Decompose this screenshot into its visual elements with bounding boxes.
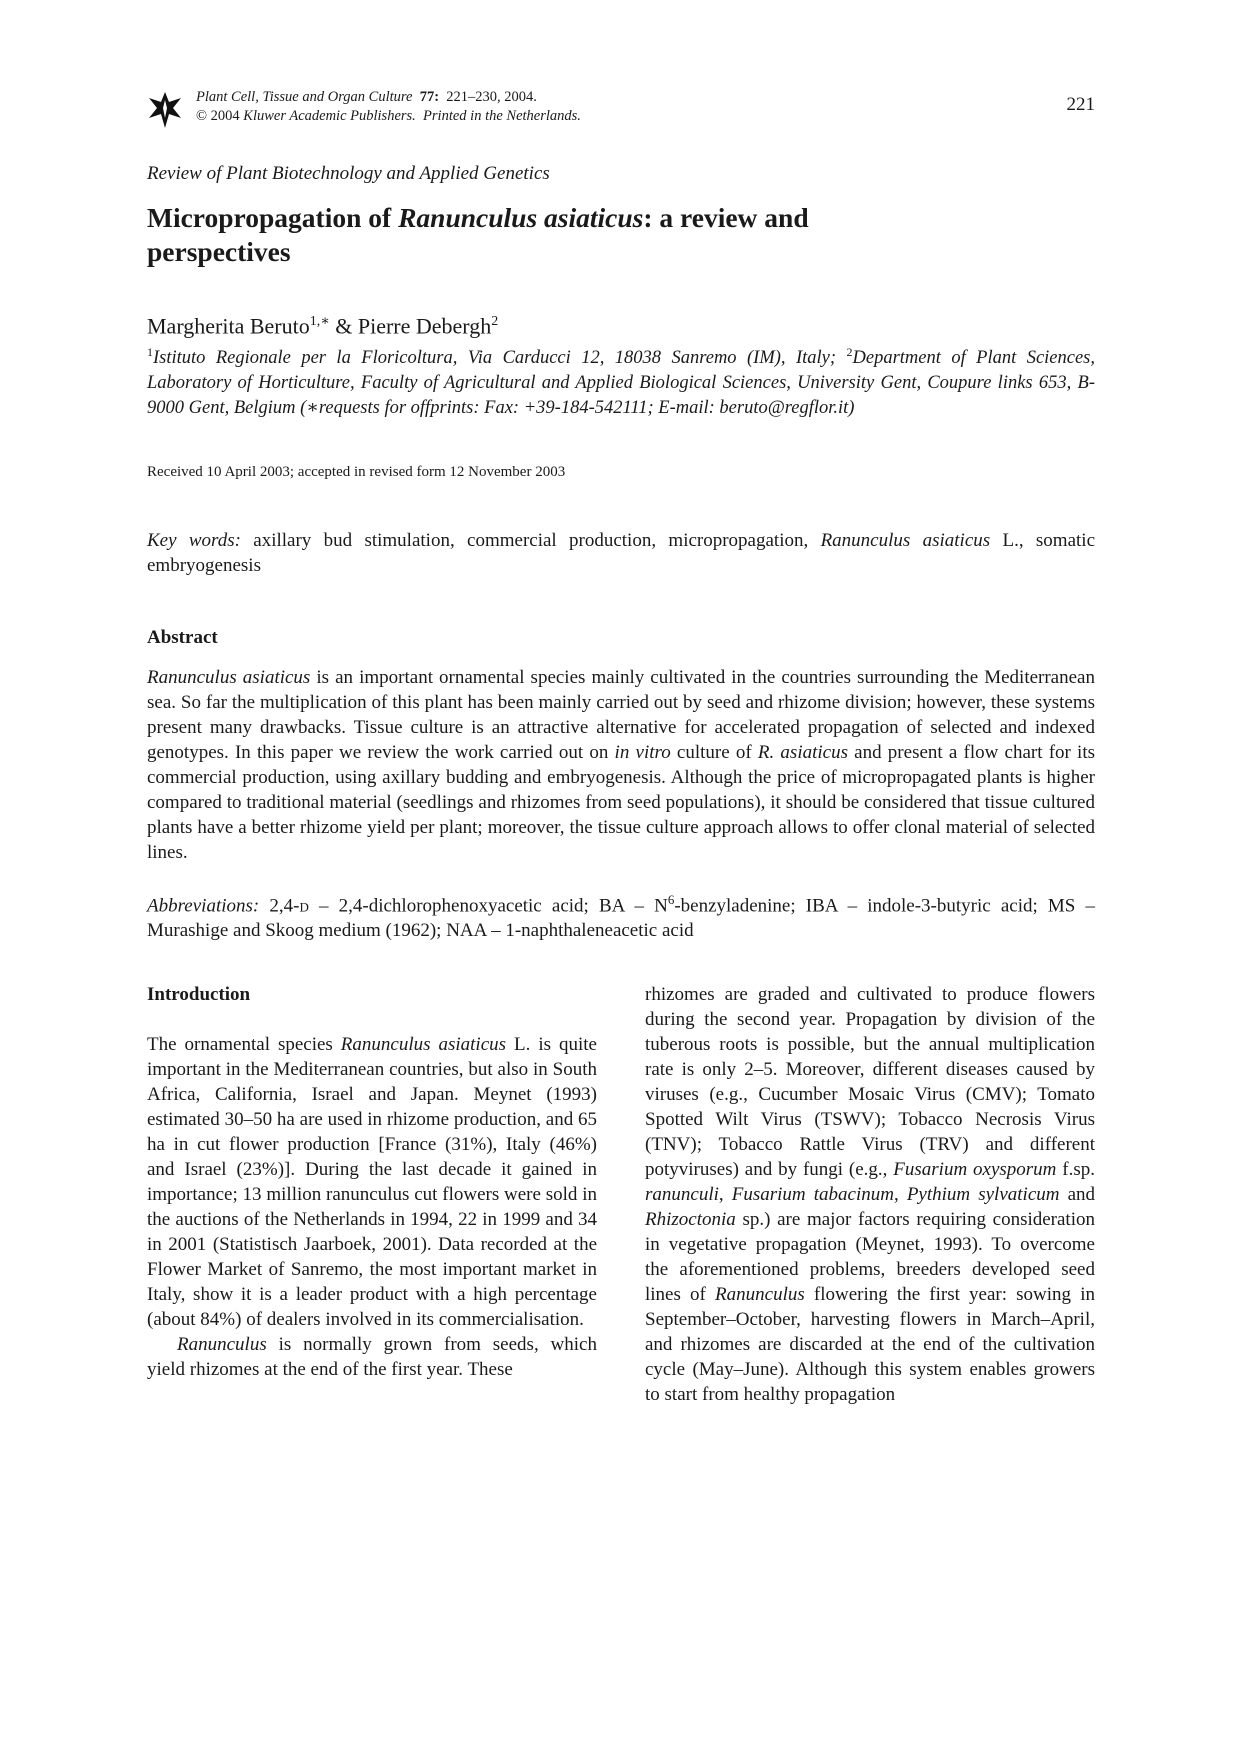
intro-r-e: and	[1059, 1184, 1096, 1205]
intro-r-pythium: Pythium sylvaticum	[906, 1184, 1060, 1205]
abstract-in-vitro: in vitro	[614, 742, 671, 763]
title-species: Ranunculus asiaticus	[398, 202, 644, 233]
abbreviations	[147, 887, 1095, 943]
abstract-species: Ranunculus asiaticus	[147, 667, 311, 688]
affiliation-2: Department of Plant Sciences, Laboratory of Horticulture, Faculty of Agricultural and Applied Biological Sciences, University Gent, Coupure links 653, B-9000 Gent, Belgium (∗requests for offprints: Fax: +39-184-542111; E-mail: beruto@regflor.it)	[147, 348, 1096, 419]
author-2: Pierre Debergh	[357, 313, 492, 339]
intro-r-ranunculi: ranunculi	[645, 1184, 719, 1205]
journal-pages: 221–230, 2004.	[446, 89, 537, 105]
keywords	[147, 528, 1095, 578]
abbrev-d: d	[299, 895, 309, 917]
keywords-species: Ranunculus asiaticus	[820, 530, 991, 551]
intro-p1-a: The ornamental species	[147, 1034, 341, 1055]
article-series: Review of Plant Biotechnology and Applied Genetics	[147, 163, 550, 184]
page-number: 221	[1066, 94, 1095, 115]
publisher-name: Kluwer Academic Publishers.	[243, 108, 416, 124]
printed-note: Printed in the Netherlands.	[423, 108, 581, 124]
copyright-year: 2004	[210, 108, 240, 124]
abbreviations-label: Abbreviations:	[147, 895, 260, 917]
running-header	[147, 88, 1095, 138]
affil-sup-2: 2	[846, 345, 853, 359]
affil-sup-1: 1	[147, 345, 153, 359]
intro-r-c: ,	[718, 1184, 732, 1205]
article-title	[147, 201, 907, 269]
keywords-label: Key words:	[147, 530, 241, 551]
intro-r-d: ,	[893, 1184, 907, 1205]
keywords-text-1: axillary bud stimulation, commercial production, micropropagation,	[240, 530, 821, 551]
intro-r-genus: Ranunculus	[715, 1284, 805, 1305]
author-1: Margherita Beruto	[147, 313, 310, 339]
author-list	[147, 313, 498, 339]
intro-r-a: rhizomes are graded and cultivated to produce flowers during the second year. Propagation by division of the tuberous roots is possible, but the annual multiplication rate is only 2–5. Moreover, different diseases caused by viruses (e.g., Cucumber Mosaic Virus (CMV); Tomato Spotted Wilt Virus (TSWV); Tobacco Necrosis Virus (TNV); Tobacco Rattle Virus (TRV) and different potyviruses) and by fungi (e.g.,	[645, 984, 1095, 1180]
journal-citation	[196, 88, 581, 126]
journal-name: Plant Cell, Tissue and Organ Culture	[196, 89, 413, 105]
intro-r-f: sp.) are major factors requiring consideration in vegetative propagation (Meynet, 1993). To overcome the aforementioned problems, breeders developed seed lines of	[645, 1209, 1095, 1305]
affiliations	[147, 340, 1095, 421]
publisher-logo-icon	[147, 88, 183, 132]
abbrev-text-2: – 2,4-dichlorophenoxyacetic acid; BA – N	[308, 895, 668, 917]
intro-p2-a: is normally grown from seeds, which yield rhizomes at the end of the first year. These	[147, 1334, 597, 1380]
introduction-heading: Introduction	[147, 984, 251, 1005]
abstract-text-1: is an important ornamental species mainly cultivated in the countries surrounding the Mediterranean sea. So far the multiplication of this plant has been mainly carried out by seed and rhizome division; however, these systems present many drawbacks. Tissue culture is an attractive alternative for accelerated propagation of selected and indexed genotypes. In this paper we review the work carried out on	[147, 667, 1095, 763]
abbrev-text-1: 2,4-	[259, 895, 300, 917]
affiliation-1: Istituto Regionale per la Floricoltura, Via Carducci 12, 18038 Sanremo (IM), Italy;	[153, 348, 847, 369]
intro-r-fusarium-1: Fusarium oxysporum	[893, 1159, 1057, 1180]
intro-paragraph-2	[147, 1332, 597, 1382]
column-right	[645, 982, 1095, 1407]
journal-volume: 77:	[419, 89, 440, 105]
intro-r-b: f.sp.	[1056, 1159, 1096, 1180]
copyright-symbol: ©	[196, 108, 208, 124]
author-1-sup: 1,∗	[309, 314, 330, 329]
keywords-text-2: L., somatic embryogenesis	[147, 530, 1096, 576]
abstract-text-2: culture of	[670, 742, 758, 763]
abbrev-sup: 6	[667, 892, 675, 907]
abstract-text-3: and present a flow chart for its commercial production, using axillary budding and embryogenesis. Although the price of micropropagated plants is higher compared to traditional material (seedlings and rhizomes from seed populations), it should be considered that tissue cultured plants have a better rhizome yield per plant; moreover, the tissue culture approach allows to offer clonal material of selected lines.	[147, 742, 1095, 863]
intro-p1-species: Ranunculus asiaticus	[340, 1034, 507, 1055]
title-text-1: Micropropagation of	[147, 202, 399, 233]
intro-paragraph-2-cont	[645, 982, 1095, 1407]
abstract-species-short: R. asiaticus	[757, 742, 848, 763]
intro-r-fusarium-2: Fusarium tabacinum	[731, 1184, 894, 1205]
intro-r-g: flowering the first year: sowing in September–October, harvesting flowers in March–April, and rhizomes are discarded at the end of the cultivation cycle (May–June). Although this system enables growers to start from healthy propagation	[645, 1284, 1095, 1405]
intro-r-rhizoctonia: Rhizoctonia	[645, 1209, 736, 1230]
column-left	[147, 982, 597, 1382]
intro-p2-genus: Ranunculus	[177, 1334, 267, 1355]
abstract-text	[147, 665, 1095, 865]
intro-p1-b: L. is quite important in the Mediterranean countries, but also in South Africa, California, Israel and Japan. Meynet (1993) estimated 30–50 ha are used in rhizome production, and 65 ha in cut flower production [France (31%), Italy (46%) and Israel (23%)]. During the last decade it gained in importance; 13 million ranunculus cut flowers were sold in the auctions of the Netherlands in 1994, 22 in 1999 and 34 in 2001 (Statistisch Jaarboek, 2001). Data recorded at the Flower Market of Sanremo, the most important market in Italy, show it is a leader product with a high percentage (about 84%) of dealers involved in its commercialisation.	[147, 1034, 597, 1330]
author-2-sup: 2	[491, 314, 499, 329]
title-text-2: : a review and perspectives	[147, 202, 809, 267]
abstract-heading: Abstract	[147, 627, 218, 648]
intro-paragraph-1	[147, 1032, 597, 1332]
author-sep: &	[329, 313, 358, 339]
abbrev-text-3: -benzyladenine; IBA – indole-3-butyric acid; MS – Murashige and Skoog medium (1962); NAA – 1-naphthaleneacetic acid	[147, 895, 1096, 942]
received-dates: Received 10 April 2003; accepted in revised form 12 November 2003	[147, 464, 566, 480]
